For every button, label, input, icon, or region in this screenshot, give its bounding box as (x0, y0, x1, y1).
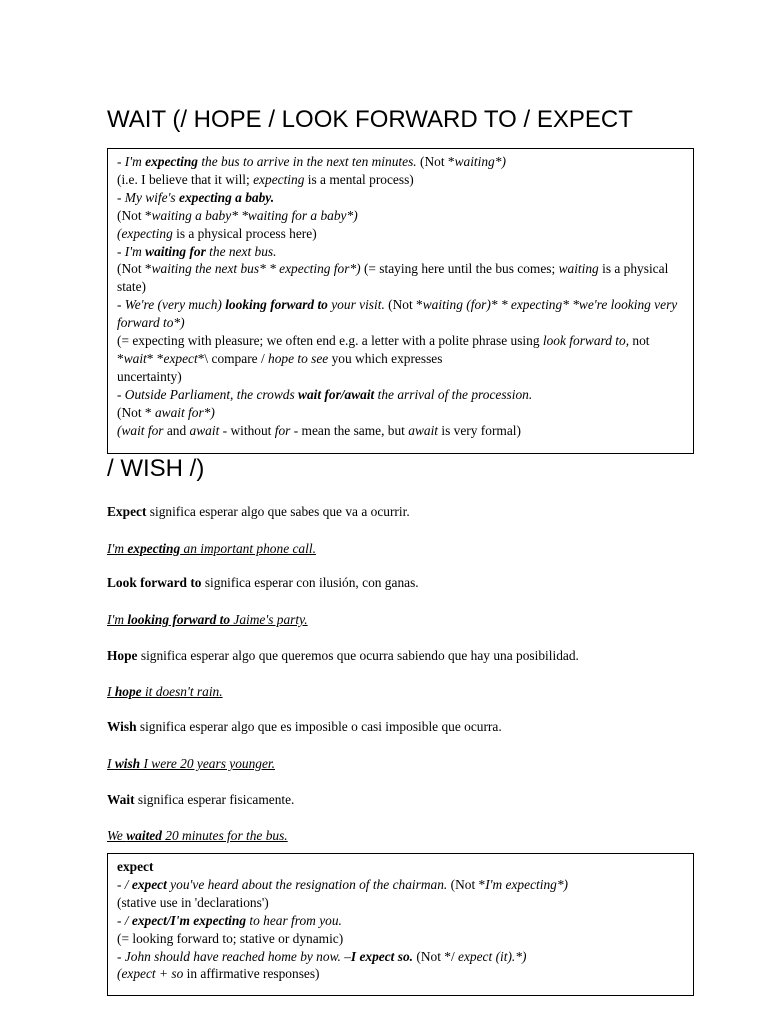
box-line: - / expect you've heard about the resignation of the chairman. (Not *I'm expecting*) (117, 876, 568, 892)
box-line: - We're (very much) looking forward to your visit. (Not *waiting (for)* * expecting* *we're looking very forward to*) (117, 297, 678, 331)
box-line: - / expect/I'm expecting to hear from you. (117, 912, 342, 928)
box-line: - My wife's expecting a baby. (117, 189, 275, 205)
example-expect: I'm expecting an important phone call. (107, 541, 316, 556)
example-wish: I wish I were 20 years younger. (107, 756, 275, 771)
example-wait: We waited 20 minutes for the bus. (107, 828, 288, 843)
box-line: - John should have reached home by now. –I expect so. (Not */ expect (it).*) (117, 948, 527, 964)
box-line: (Not *waiting the next bus* * expecting for*) (= staying here until the bus comes; waiting is a physical state) (117, 261, 669, 295)
page-subtitle: / WISH /) (107, 455, 205, 482)
box-line: (= expecting with pleasure; we often end e.g. a letter with a polite phrase using look forward to, not *wait* *expect*\ compare / hope to see you which expresses uncertainty) (117, 333, 650, 384)
box-line: (i.e. I believe that it will; expecting is a mental process) (117, 171, 414, 187)
box-line: - Outside Parliament, the crowds wait for/await the arrival of the procession. (117, 386, 533, 402)
box-heading: expect (117, 859, 154, 874)
box-line: (= looking forward to; stative or dynamic) (117, 930, 344, 946)
definition-wish: Wish significa esperar algo que es imposible o casi imposible que ocurra. (107, 719, 502, 734)
box-line: - I'm waiting for the next bus. (117, 243, 277, 259)
box-line: (wait for and await - without for - mean the same, but await is very formal) (117, 422, 521, 438)
example-hope: I hope it doesn't rain. (107, 684, 223, 699)
box-line: (Not *waiting a baby* *waiting for a baby*) (117, 207, 358, 223)
box-line: (expect + so in affirmative responses) (117, 966, 320, 982)
definition-wait: Wait significa esperar fisicamente. (107, 792, 295, 807)
usage-box-expect (107, 853, 694, 996)
usage-box-wait (107, 148, 694, 454)
box-line: - I'm expecting the bus to arrive in the next ten minutes. (Not *waiting*) (117, 154, 506, 169)
box-line: (stative use in 'declarations') (117, 894, 269, 910)
definition-look-forward-to: Look forward to significa esperar con ilusión, con ganas. (107, 575, 419, 590)
example-look-forward-to: I'm looking forward to Jaime's party. (107, 612, 308, 627)
box-line: (Not * await for*) (117, 404, 215, 420)
definition-expect: Expect significa esperar algo que sabes que va a ocurrir. (107, 504, 410, 519)
box-line: (expecting is a physical process here) (117, 225, 317, 241)
definition-hope: Hope significa esperar algo que queremos que ocurra sabiendo que hay una posibilidad. (107, 648, 579, 663)
page-title: WAIT (/ HOPE / LOOK FORWARD TO / EXPECT (107, 106, 633, 133)
